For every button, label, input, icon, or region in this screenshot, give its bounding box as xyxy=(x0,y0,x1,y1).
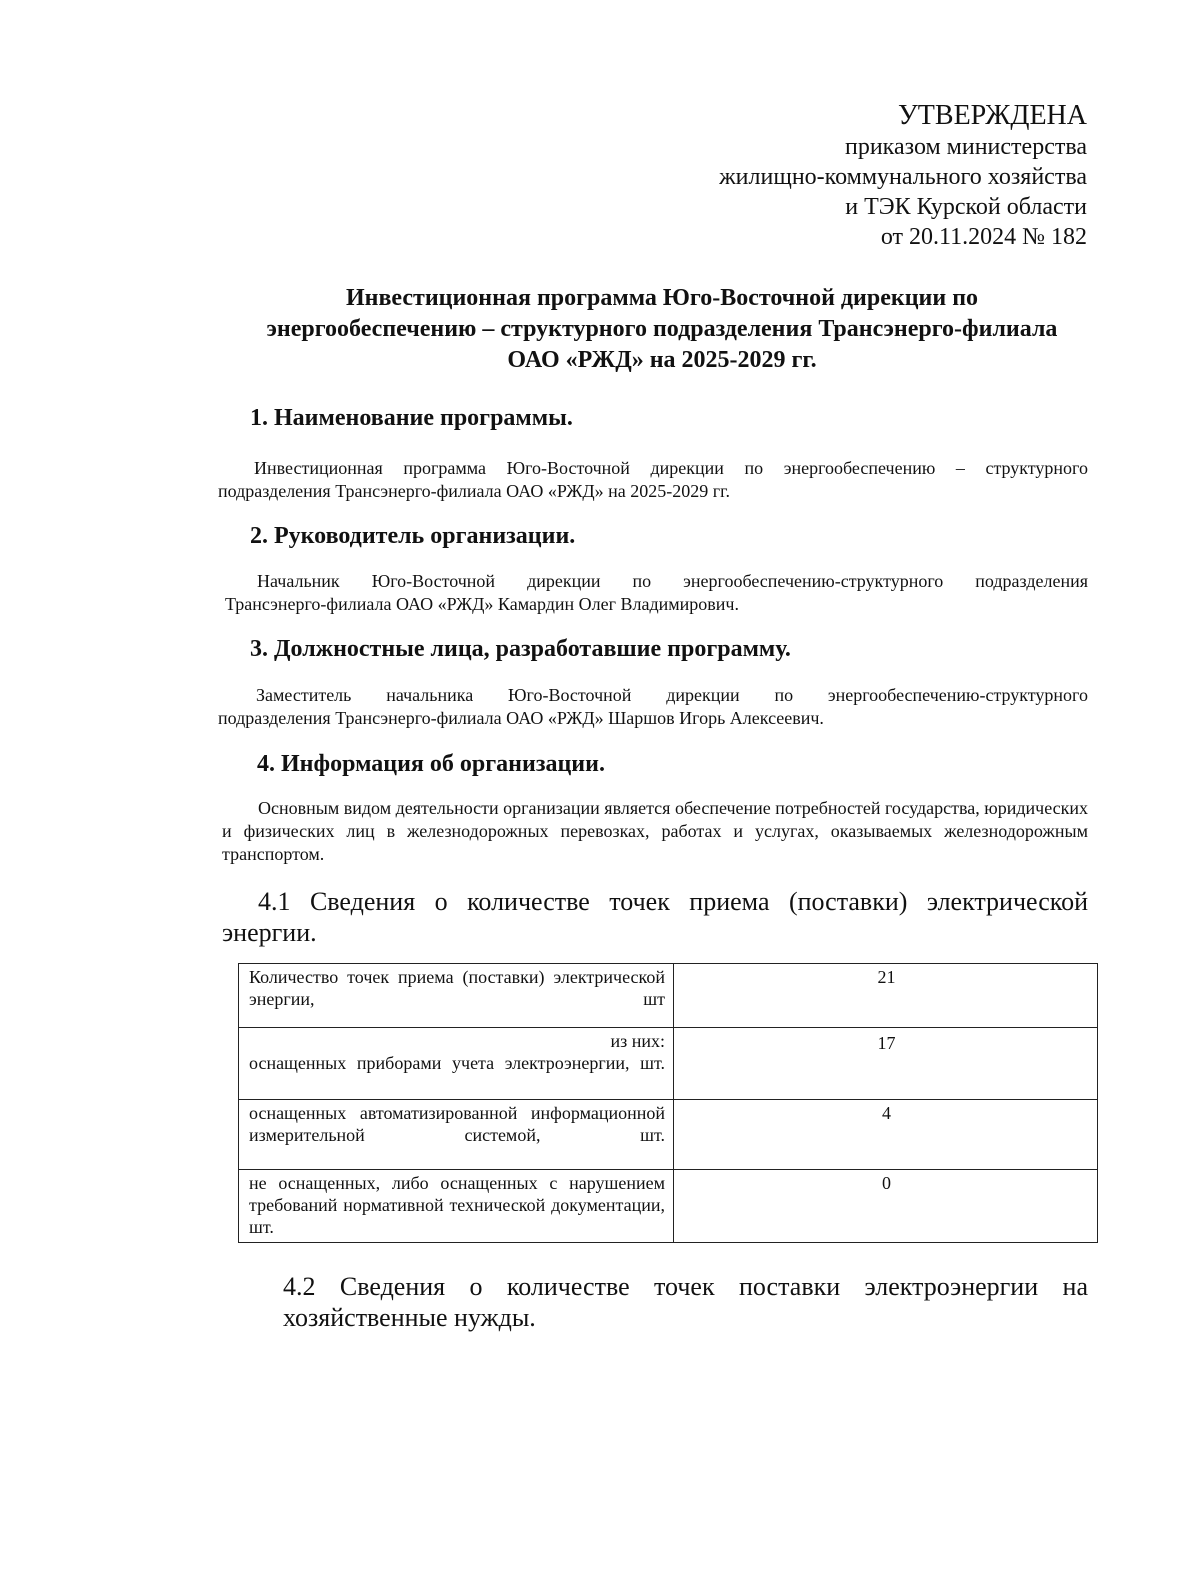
table-cell-value: 4 xyxy=(674,1100,1098,1170)
approval-line: приказом министерства xyxy=(844,134,1087,160)
section-1-body xyxy=(218,457,1088,503)
table-cell-value: 0 xyxy=(674,1170,1098,1243)
section-2-body-line: Трансэнерго-филиала ОАО «РЖД» Камардин Олег Владимирович. xyxy=(225,594,739,614)
section-4-heading: 4. Информация об организации. xyxy=(257,751,605,777)
title-line: Инвестиционная программа Юго-Восточной дирекции по xyxy=(345,285,979,311)
section-3-heading: 3. Должностные лица, разработавшие программу. xyxy=(250,636,791,662)
approval-label: УТВЕРЖДЕНА xyxy=(897,100,1087,131)
subsection-4-2: 4.2 Сведения о количестве точек поставки электроэнергии на хозяйственные нужды. xyxy=(283,1272,1088,1332)
section-2-heading: 2. Руководитель организации. xyxy=(250,523,576,549)
table-cell-value: 17 xyxy=(674,1028,1098,1100)
section-3-body xyxy=(218,684,1088,730)
table-cell-label: из них: оснащенных приборами учета электроэнергии, шт. xyxy=(239,1028,674,1100)
points-table xyxy=(238,963,1098,1243)
table-row xyxy=(239,964,1098,1028)
section-1-heading: 1. Наименование программы. xyxy=(250,405,573,431)
section-1-body-line: Инвестиционная программа Юго-Восточной дирекции по энергообеспечению – структурного xyxy=(254,458,1088,478)
document-title xyxy=(160,283,1164,376)
section-1-body-line: подразделения Трансэнерго-филиала ОАО «РЖД» на 2025-2029 гг. xyxy=(218,481,730,501)
approval-line: и ТЭК Курской области xyxy=(845,194,1087,220)
section-3-body-line: Заместитель начальника Юго-Восточной дирекции по энергообеспечению-структурного xyxy=(256,685,1088,705)
title-line: ОАО «РЖД» на 2025-2029 гг. xyxy=(507,347,817,373)
title-line: энергообеспечению – структурного подразделения Трансэнерго-филиала xyxy=(266,316,1058,342)
approval-line: от 20.11.2024 № 182 xyxy=(880,224,1087,250)
table-row xyxy=(239,1170,1098,1243)
table-cell-label: не оснащенных, либо оснащенных с нарушением требований нормативной технической документации, шт. xyxy=(239,1170,674,1243)
table-cell-label: Количество точек приема (поставки) электрической энергии, шт xyxy=(239,964,674,1028)
table-cell-label: оснащенных автоматизированной информационной измерительной системой, шт. xyxy=(239,1100,674,1170)
subsection-4-1: 4.1 Сведения о количестве точек приема (поставки) электрической энергии. xyxy=(222,887,1088,947)
section-4-body: Основным видом деятельности организации является обеспечение потребностей государства, юридических и физических лиц в железнодорожных перевозках, работах и услугах, оказываемых железнодорожным транспортом. xyxy=(222,798,1088,864)
approval-line: жилищно-коммунального хозяйства xyxy=(719,164,1087,190)
table-row xyxy=(239,1028,1098,1100)
table-cell-value: 21 xyxy=(674,964,1098,1028)
table-cell-prefix: из них: xyxy=(610,1031,665,1051)
table-row xyxy=(239,1100,1098,1170)
section-3-body-line: подразделения Трансэнерго-филиала ОАО «РЖД» Шаршов Игорь Алексеевич. xyxy=(218,708,824,728)
section-2-body-line: Начальник Юго-Восточной дирекции по энергообеспечению-структурного подразделения xyxy=(257,571,1088,591)
approval-stamp xyxy=(719,100,1087,252)
section-2-body xyxy=(225,570,1088,616)
